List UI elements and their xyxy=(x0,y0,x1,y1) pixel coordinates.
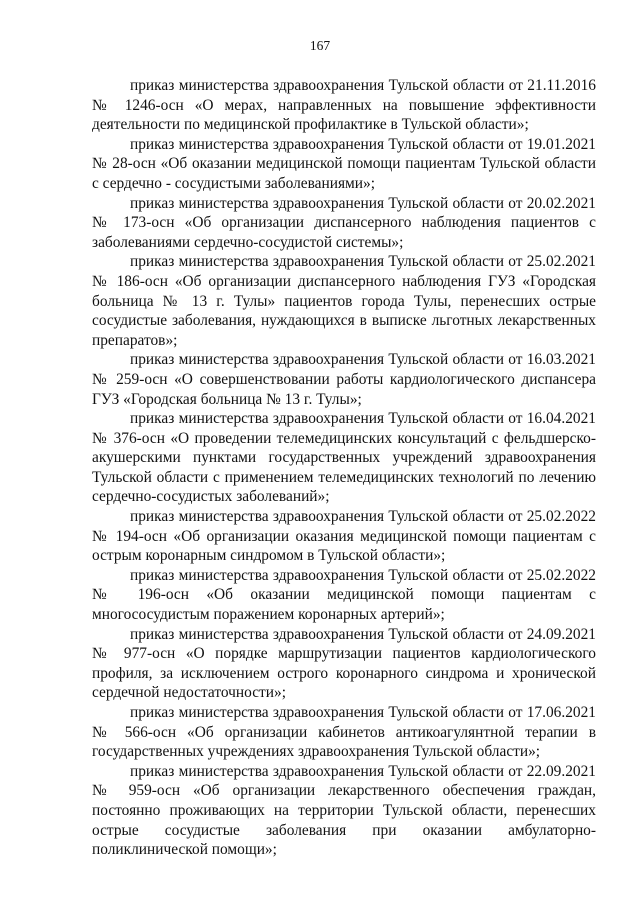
document-body xyxy=(92,76,596,860)
list-item-order-186: приказ министерства здравоохранения Тульской области от 25.02.2021 № 186-осн «Об организации диспансерного наблюдения ГУЗ «Городская больница № 13 г. Тулы» пациентов города Тулы, перенесших острые сосудистые заболевания, нуждающихся в выписке льготных лекарственных препаратов»; xyxy=(92,253,596,349)
list-item-order-566: приказ министерства здравоохранения Тульской области от 17.06.2021 № 566-осн «Об организации кабинетов антикоагулянтной терапии в государственных учреждениях здравоохранения Тульской области»; xyxy=(92,704,596,761)
list-item-order-959: приказ министерства здравоохранения Тульской области от 22.09.2021 № 959-осн «Об организации лекарственного обеспечения граждан, постоянно проживающих на территории Тульской области, перенесших острые сосудистые заболевания при оказании амбулаторно-поликлинической помощи»; xyxy=(92,762,596,859)
list-item-order-196: приказ министерства здравоохранения Тульской области от 25.02.2022 № 196-осн «Об оказании медицинской помощи пациентам с многососудистым поражением коронарных артерий»; xyxy=(92,566,596,624)
list-item-order-376: приказ министерства здравоохранения Тульской области от 16.04.2021 № 376-осн «О проведении телемедицинских консультаций с фельдшерско-акушерскими пунктами государственных учреждений здравоохранения Тульской области с применением телемедицинских технологий по лечению сердечно-сосудистых заболеваний»; xyxy=(92,410,596,506)
list-item-order-259: приказ министерства здравоохранения Тульской области от 16.03.2021 № 259-осн «О совершенствовании работы кардиологического диспансера ГУЗ «Городская больница № 13 г. Тулы»; xyxy=(92,351,596,408)
page-number: 167 xyxy=(309,38,331,53)
list-item-order-194: приказ министерства здравоохранения Тульской области от 25.02.2022 № 194-осн «Об организации оказания медицинской помощи пациентам с острым коронарным синдромом в Тульской области»; xyxy=(92,508,596,565)
list-item-order-977: приказ министерства здравоохранения Тульской области от 24.09.2021 № 977-осн «О порядке маршрутизации пациентов кардиологического профиля, за исключением острого коронарного синдрома и хронической сердечной недостаточности»; xyxy=(92,625,596,702)
list-item-order-1246: приказ министерства здравоохранения Тульской области от 21.11.2016 № 1246-осн «О мерах, направленных на повышение эффективности деятельности по медицинской профилактике в Тульской области»; xyxy=(92,77,596,134)
list-item-order-173: приказ министерства здравоохранения Тульской области от 20.02.2021 № 173-осн «Об организации диспансерного наблюдения пациентов с заболеваниями сердечно-сосудистой системы»; xyxy=(92,194,596,251)
list-item-order-28: приказ министерства здравоохранения Тульской области от 19.01.2021 № 28-осн «Об оказании медицинской помощи пациентам Тульской области с сердечно - сосудистыми заболеваниями»; xyxy=(92,135,596,192)
